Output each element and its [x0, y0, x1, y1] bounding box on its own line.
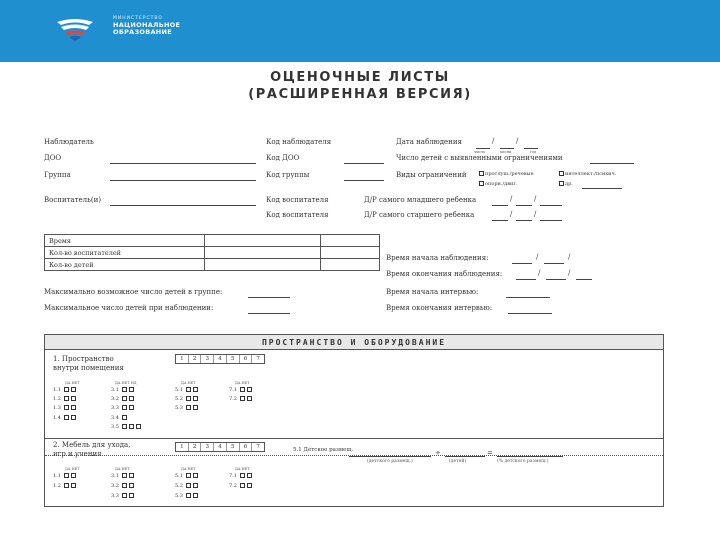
limit-types-label: Виды ограничений: [396, 171, 467, 179]
checkbox[interactable]: [186, 396, 191, 401]
opt-mental-label: интеллект./психич.: [565, 171, 617, 177]
checkbox[interactable]: [193, 483, 198, 488]
checkbox[interactable]: [247, 483, 252, 488]
group-field[interactable]: [110, 180, 256, 181]
row-label: Время: [45, 235, 205, 247]
indicator-3-5[interactable]: 3.5: [111, 424, 142, 430]
yes-label: ДА: [65, 467, 71, 471]
checkbox[interactable]: [136, 424, 141, 429]
indicator-5-2[interactable]: 5.2: [175, 396, 199, 402]
start-int-field[interactable]: [506, 297, 550, 298]
scale-1[interactable]: 1: [176, 443, 189, 451]
end-int-label: Время окончания интервью:: [386, 304, 493, 312]
checkbox[interactable]: [186, 405, 191, 410]
scale-5[interactable]: 5: [227, 355, 240, 363]
checkbox[interactable]: [247, 396, 252, 401]
logo-line3: ОБРАЗОВАНИЕ: [113, 27, 173, 36]
scale-3[interactable]: 3: [201, 355, 214, 363]
indicator-1-2[interactable]: 1.2: [53, 396, 77, 402]
checkbox[interactable]: [559, 171, 564, 176]
checkbox[interactable]: [71, 483, 76, 488]
oldest-label: Д/Р самого старшего ребенка: [364, 211, 475, 219]
checkbox[interactable]: [129, 473, 134, 478]
checkbox[interactable]: [559, 181, 564, 186]
yes-no-header: [65, 381, 80, 385]
youngest-month[interactable]: [516, 205, 532, 206]
indicator-7-2[interactable]: 7.2: [229, 396, 253, 402]
slash: /: [534, 195, 537, 203]
checkbox[interactable]: [193, 405, 198, 410]
table-row: [45, 235, 380, 247]
indicator-3-4[interactable]: 3.4: [111, 415, 128, 421]
slash: /: [536, 253, 539, 261]
slash: /: [568, 253, 571, 261]
checkbox[interactable]: [247, 387, 252, 392]
opt-other-field[interactable]: [582, 188, 622, 189]
time-table: [44, 234, 380, 271]
checkbox[interactable]: [193, 473, 198, 478]
slash: /: [516, 137, 519, 145]
yes-label: ДА: [115, 467, 121, 471]
children-limited-field[interactable]: [590, 163, 634, 164]
doo-label: ДОО: [44, 154, 62, 162]
checkbox[interactable]: [129, 387, 134, 392]
table-cell[interactable]: [321, 259, 380, 271]
max-observed-field[interactable]: [248, 313, 290, 314]
youngest-label: Д/Р самого младшего ребенка: [364, 196, 477, 204]
table-cell[interactable]: [205, 235, 321, 247]
observer-label: Наблюдатель: [44, 138, 94, 146]
checkbox[interactable]: [193, 493, 198, 498]
checkbox[interactable]: [122, 405, 127, 410]
end-obs-label: Время окончания наблюдения:: [386, 270, 503, 278]
indicator-2-5-3[interactable]: 5.3: [175, 493, 199, 499]
opt-other-label: др.: [565, 181, 573, 187]
no-label: НЕТ: [187, 467, 196, 471]
indicator-2-3-1[interactable]: 3.1: [111, 473, 135, 479]
checkbox[interactable]: [193, 396, 198, 401]
end-int-field[interactable]: [508, 313, 552, 314]
educators-label: Воспитатель(и): [44, 196, 102, 204]
formula-field3[interactable]: [497, 456, 563, 457]
table-row: [45, 259, 380, 271]
checkbox[interactable]: [479, 171, 484, 176]
item2-line2: игр и учения: [53, 450, 102, 458]
item2-line1: 2. Мебель для ухода,: [53, 441, 131, 449]
checkbox[interactable]: [247, 473, 252, 478]
opt-mental[interactable]: [558, 171, 616, 177]
checkbox[interactable]: [64, 396, 69, 401]
scale-item2[interactable]: [175, 442, 265, 452]
scale-6[interactable]: 6: [240, 355, 253, 363]
item1-title: [53, 355, 124, 373]
opt-hearing-label: прослуш./речевые: [485, 171, 534, 177]
slash: /: [568, 269, 571, 277]
date-day-field[interactable]: [476, 148, 490, 149]
no-label: НЕТ: [71, 467, 80, 471]
formula-field1[interactable]: [349, 456, 431, 457]
indicator-2-1-1[interactable]: 1.1: [53, 473, 77, 479]
checkbox[interactable]: [71, 473, 76, 478]
yes-no-header: [235, 381, 250, 385]
no-label: НЕТ: [71, 381, 80, 385]
observation-date-label: Дата наблюдения: [396, 138, 462, 146]
youngest-year[interactable]: [540, 205, 562, 206]
no-label: НЕТ: [241, 381, 250, 385]
checkbox[interactable]: [240, 483, 245, 488]
scale-7[interactable]: 7: [256, 356, 260, 362]
slash: /: [538, 269, 541, 277]
divider: [45, 438, 663, 439]
indicator-1-4[interactable]: 1.4: [53, 415, 77, 421]
no-label: НЕТ: [187, 381, 196, 385]
checkbox[interactable]: [71, 405, 76, 410]
oldest-month[interactable]: [516, 220, 532, 221]
checkbox[interactable]: [122, 415, 127, 420]
slash: /: [534, 210, 537, 218]
checkbox[interactable]: [64, 387, 69, 392]
checkbox[interactable]: [122, 396, 127, 401]
max-possible-label: Максимально возможное число детей в группе:: [44, 288, 223, 296]
indicator-3-3[interactable]: 3.3: [111, 405, 135, 411]
indicator-2-5-1[interactable]: 5.1: [175, 473, 199, 479]
doo-code-field[interactable]: [344, 163, 384, 164]
group-code-field[interactable]: [344, 180, 384, 181]
checkbox[interactable]: [186, 483, 191, 488]
yes-no-header: [181, 381, 196, 385]
logo-text: [113, 17, 180, 35]
indicator-5-3[interactable]: 5.3: [175, 405, 199, 411]
scale-2[interactable]: 2: [189, 355, 202, 363]
no-label: НЕТ: [121, 467, 130, 471]
section-title: ПРОСТРАНСТВО И ОБОРУДОВАНИЕ: [45, 335, 663, 350]
oldest-day[interactable]: [492, 220, 508, 221]
start-obs-label: Время начала наблюдения:: [386, 254, 489, 262]
formula-sub1: (детского размещ.): [367, 459, 413, 464]
end-obs-field3[interactable]: [576, 279, 592, 280]
oldest-year[interactable]: [540, 220, 562, 221]
opt-motor-label: опорн./двиг.: [485, 181, 518, 187]
scale-1[interactable]: 1: [176, 355, 189, 363]
indicator-3-1[interactable]: 3.1: [111, 387, 135, 393]
logo-icon: [55, 14, 95, 42]
yes-no-header: [181, 467, 196, 471]
yes-label: ДА: [65, 381, 71, 385]
checkbox[interactable]: [186, 473, 191, 478]
page-title: ОЦЕНОЧНЫЕ ЛИСТЫ: [270, 70, 450, 85]
scale-item1[interactable]: [175, 354, 265, 364]
max-observed-label: Максимальное число детей при наблюдении:: [44, 304, 214, 312]
opt-motor[interactable]: [478, 181, 518, 187]
opt-other[interactable]: [558, 181, 573, 187]
checkbox[interactable]: [129, 396, 134, 401]
sub-month: месяц: [500, 150, 512, 154]
yes-label: ДА: [181, 467, 187, 471]
checkbox[interactable]: [64, 415, 69, 420]
indicator-2-5-2[interactable]: 5.2: [175, 483, 199, 489]
educator-code1-label: Код воспитателя: [266, 196, 329, 204]
checkbox[interactable]: [64, 473, 69, 478]
observer-code-label: Код наблюдателя: [266, 138, 332, 146]
table-cell[interactable]: [205, 247, 321, 259]
item1-line2: внутри помещения: [53, 364, 124, 372]
slash: /: [492, 137, 495, 145]
item2-title: [53, 441, 130, 459]
indicator-3-2[interactable]: 3.2: [111, 396, 135, 402]
checkbox[interactable]: [129, 483, 134, 488]
sub-day: число: [474, 150, 485, 154]
scale-7[interactable]: 7: [256, 444, 260, 450]
formula-sub2: (детей): [449, 459, 467, 464]
slash: /: [510, 195, 513, 203]
indicator-7-1[interactable]: 7.1: [229, 387, 253, 393]
item1-line1: 1. Пространство: [53, 355, 114, 363]
educator-code2-label: Код воспитателя: [266, 211, 329, 219]
formula-label: 5.1 Детское размещ.: [293, 447, 354, 453]
divide-sign: ÷: [435, 449, 441, 457]
checkbox[interactable]: [122, 387, 127, 392]
table-cell[interactable]: [205, 259, 321, 271]
doo-field[interactable]: [110, 163, 256, 164]
checkbox[interactable]: [186, 387, 191, 392]
table-cell[interactable]: [321, 235, 380, 247]
checkbox[interactable]: [71, 415, 76, 420]
sub-year: год: [530, 150, 537, 154]
no-label: НЕТ: [241, 467, 250, 471]
yes-label: ДА: [235, 467, 241, 471]
doo-code-label: Код ДОО: [266, 154, 300, 162]
scale-5[interactable]: 5: [227, 443, 240, 451]
group-code-label: Код группы: [266, 171, 310, 179]
group-label: Группа: [44, 171, 71, 179]
indicator-2-1-2[interactable]: 1.2: [53, 483, 77, 489]
checkbox[interactable]: [122, 473, 127, 478]
table-cell[interactable]: [321, 247, 380, 259]
section-space-equipment: [44, 334, 664, 507]
checkbox[interactable]: [129, 405, 134, 410]
checkbox[interactable]: [479, 181, 484, 186]
checkbox[interactable]: [129, 424, 134, 429]
children-limited-label: Число детей с выявленными ограничениями: [396, 154, 563, 162]
yes-label: ДА: [181, 381, 187, 385]
equals-sign: =: [487, 449, 493, 457]
yes-label: ДА: [235, 381, 241, 385]
slash: /: [510, 210, 513, 218]
checkbox[interactable]: [240, 396, 245, 401]
start-obs-field[interactable]: [512, 263, 532, 264]
start-int-label: Время начала интервью:: [386, 288, 479, 296]
indicator-1-3[interactable]: 1.3: [53, 405, 77, 411]
educators-field[interactable]: [110, 205, 256, 206]
formula-sub3: (% детского размещ.): [497, 459, 549, 464]
na-label: НД: [130, 381, 137, 385]
checkbox[interactable]: [240, 387, 245, 392]
row-label: Кол-во воспитателей: [45, 247, 205, 259]
indicator-2-7-1[interactable]: 7.1: [229, 473, 253, 479]
checkbox[interactable]: [122, 424, 127, 429]
opt-hearing[interactable]: [478, 171, 534, 177]
checkbox[interactable]: [129, 493, 134, 498]
row-label: Кол-во детей: [45, 259, 205, 271]
page-subtitle: (РАСШИРЕННАЯ ВЕРСИЯ): [248, 87, 472, 102]
scale-4[interactable]: 4: [214, 355, 227, 363]
checkbox[interactable]: [122, 483, 127, 488]
scale-3[interactable]: 3: [201, 443, 214, 451]
header-bar: [0, 0, 720, 62]
scale-2[interactable]: 2: [189, 443, 202, 451]
logo-line1: МИНИСТЕРСТВО: [113, 16, 163, 21]
checkbox[interactable]: [186, 493, 191, 498]
start-obs-field2[interactable]: [544, 263, 564, 264]
indicator-2-3-2[interactable]: 3.2: [111, 483, 135, 489]
indicator-1-1[interactable]: 1.1: [53, 387, 77, 393]
end-obs-field2[interactable]: [546, 279, 566, 280]
checkbox[interactable]: [64, 405, 69, 410]
max-possible-field[interactable]: [248, 297, 290, 298]
yes-no-header: [65, 467, 80, 471]
checkbox[interactable]: [71, 387, 76, 392]
checkbox[interactable]: [64, 483, 69, 488]
scale-4[interactable]: 4: [214, 443, 227, 451]
date-year-field[interactable]: [524, 148, 538, 149]
checkbox[interactable]: [240, 473, 245, 478]
checkbox[interactable]: [122, 493, 127, 498]
no-label: НЕТ: [121, 381, 130, 385]
scale-6[interactable]: 6: [240, 443, 253, 451]
yes-no-header: [115, 467, 130, 471]
checkbox[interactable]: [193, 387, 198, 392]
yes-label: ДА: [115, 381, 121, 385]
youngest-day[interactable]: [492, 205, 508, 206]
yes-no-na-header: [115, 381, 137, 385]
formula-field2[interactable]: [445, 456, 485, 457]
table-row: [45, 247, 380, 259]
end-obs-field[interactable]: [516, 279, 536, 280]
yes-no-header: [235, 467, 250, 471]
checkbox[interactable]: [71, 396, 76, 401]
date-month-field[interactable]: [500, 148, 514, 149]
indicator-5-1[interactable]: 5.1: [175, 387, 199, 393]
indicator-2-7-2[interactable]: 7.2: [229, 483, 253, 489]
logo-line2: НАЦИОНАЛЬНОЕ: [113, 20, 181, 29]
indicator-2-3-3[interactable]: 3.3: [111, 493, 135, 499]
